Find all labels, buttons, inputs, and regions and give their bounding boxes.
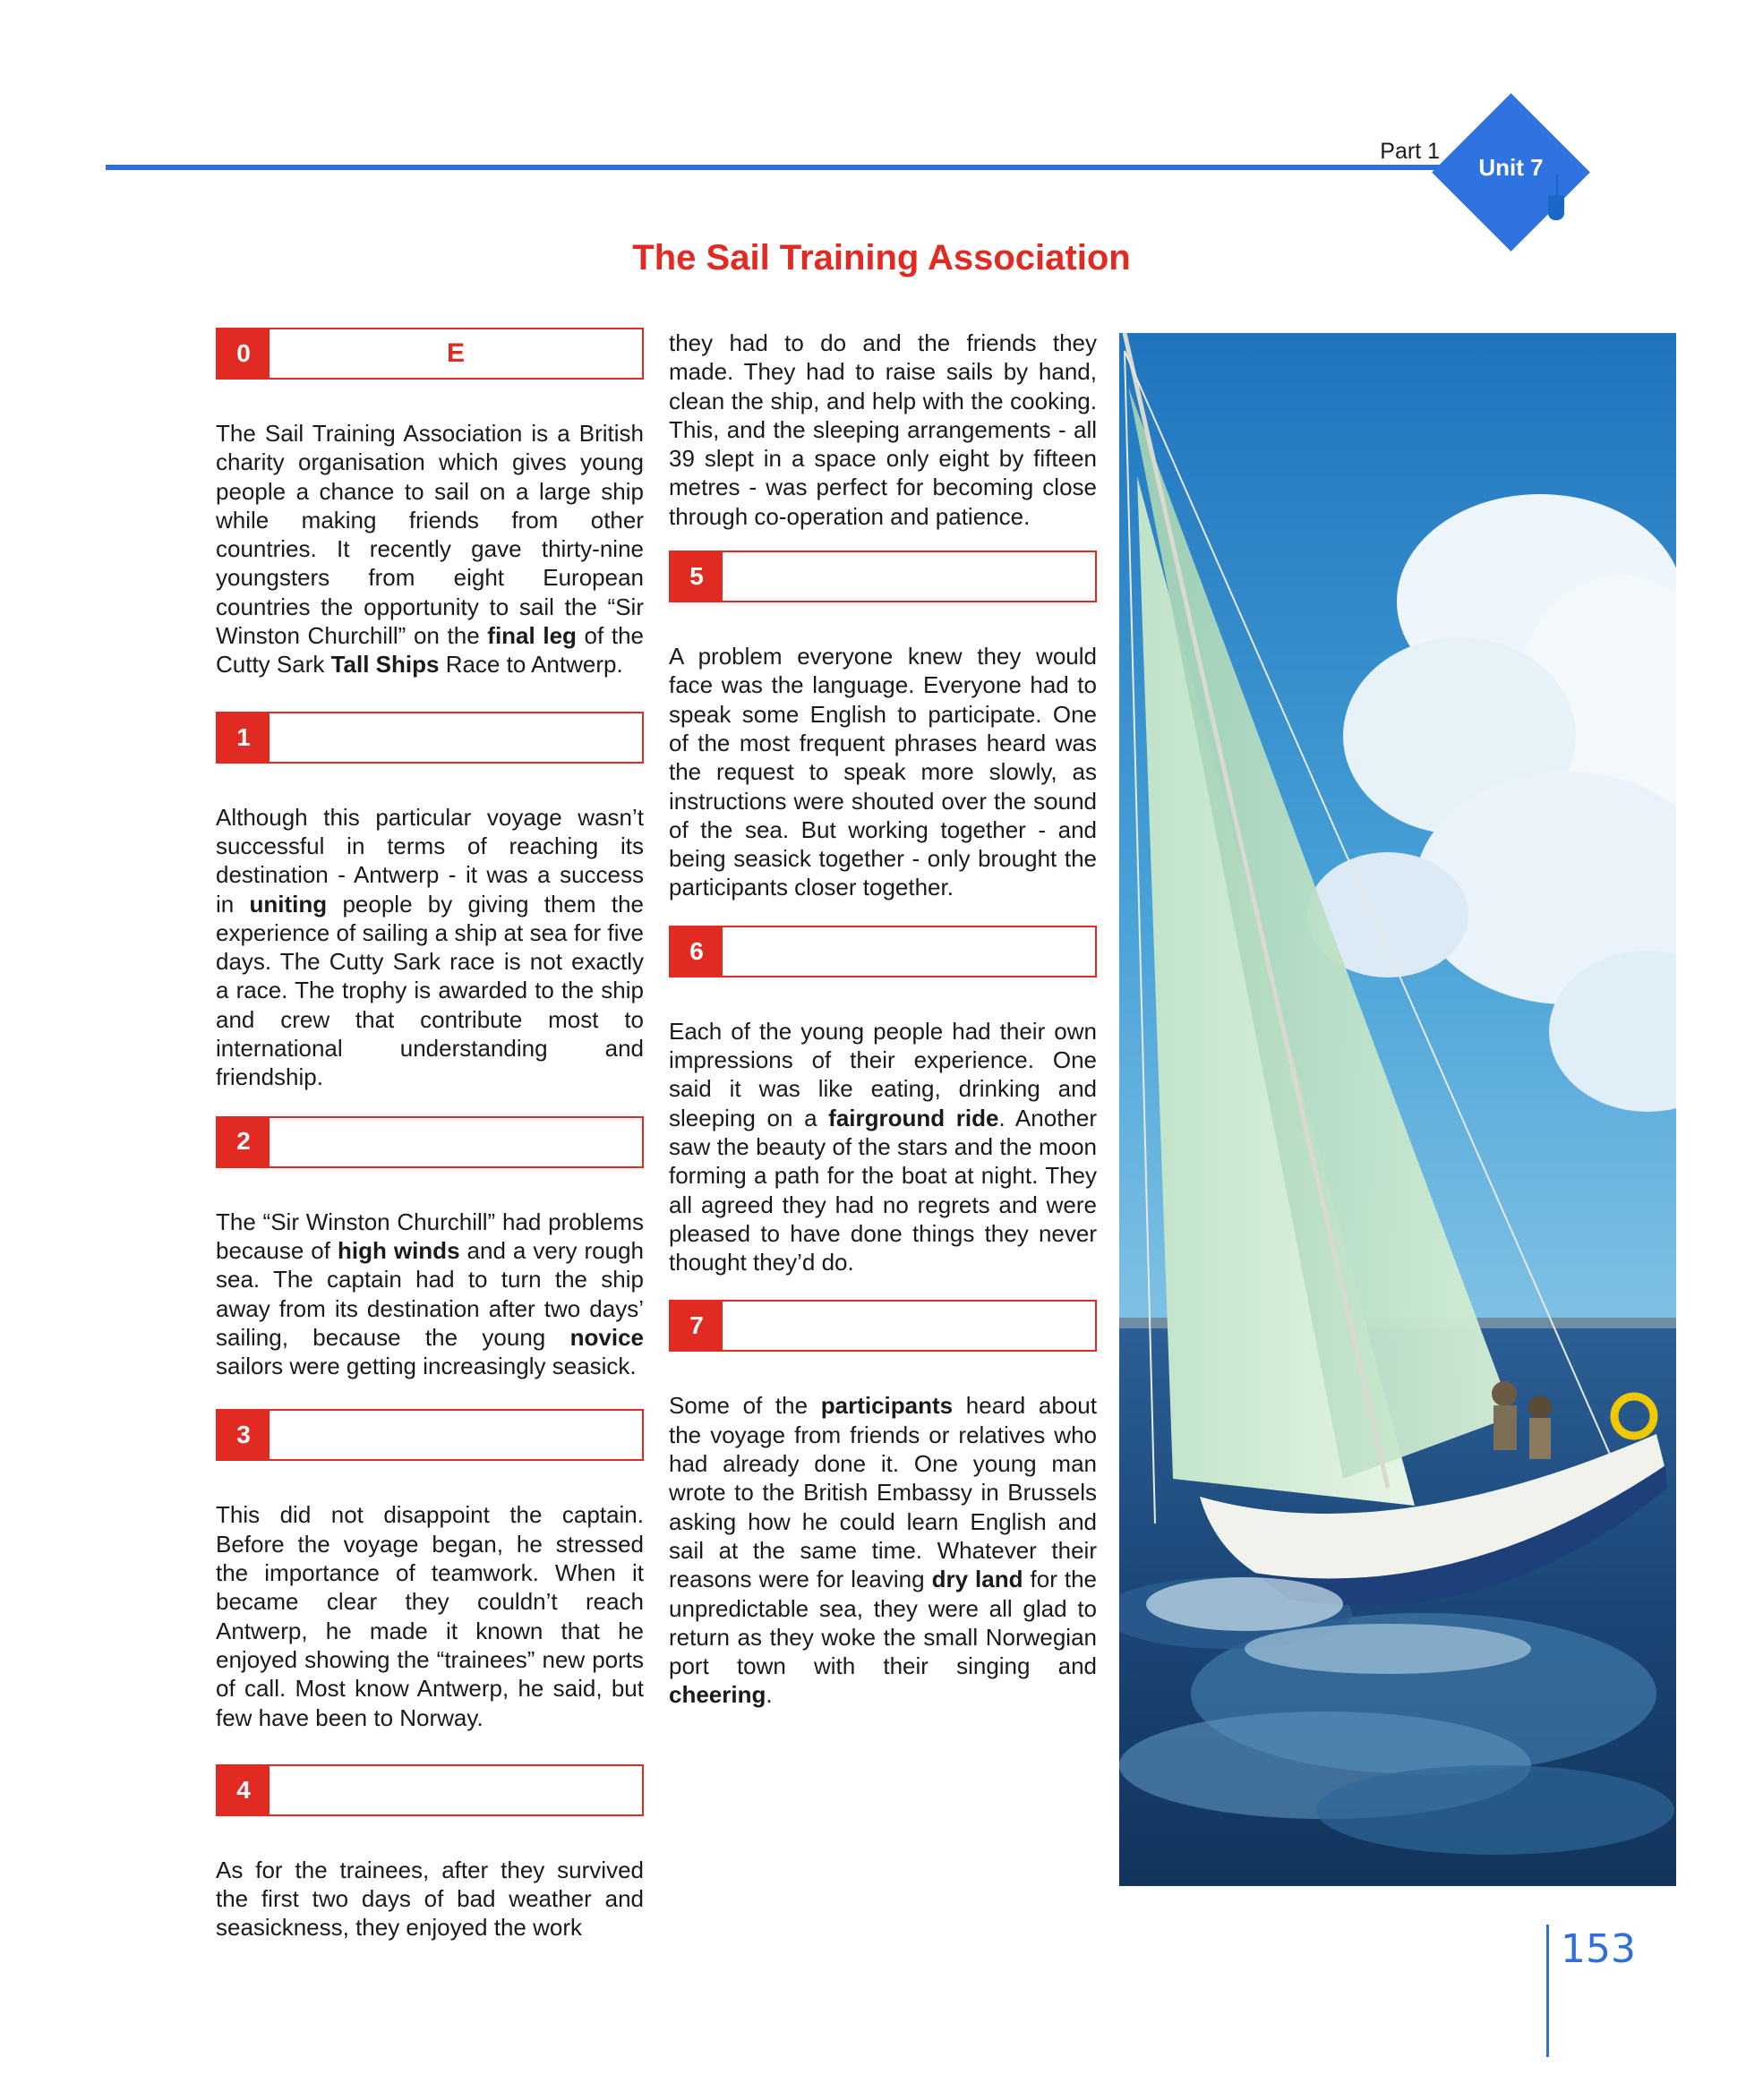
section-4-continuation <box>669 329 1097 531</box>
section-3-heading-box <box>216 1409 644 1461</box>
text-run: The Sail Training Association is a British charity organisation which gives young people a chance to sail on a large ship while making friends from other countries. It recently gave thirty-nine youngsters from eight European countries the opportunity to sail the “Sir Winston Churchill” on the <box>216 420 644 650</box>
section-1-paragraph <box>216 803 644 1092</box>
section-4-heading-box <box>216 1764 644 1816</box>
text-run: A problem everyone knew they would face was the language. Everyone had to speak some English to participate. One of the most frequent phrases heard was the request to speak more slowly, as instructions were shouted over the sound of the sea. But working together - and being seasick together - only brought the participants closer together. <box>669 643 1097 901</box>
section-0-number: 0 <box>218 329 270 378</box>
section-4-paragraph <box>216 1856 644 1942</box>
section-5-heading-box <box>669 551 1097 602</box>
section-3-number: 3 <box>218 1411 270 1459</box>
section-4-answer <box>270 1766 642 1814</box>
bold-term: dry land <box>931 1566 1023 1593</box>
section-5-paragraph <box>669 642 1097 902</box>
section-7-heading-box <box>669 1300 1097 1352</box>
text-run: people by giving them the experience of sailing a ship at sea for five days. The Cutty Sark race is not exactly a race. The trophy is awarded to the ship and crew that contribute most to international understanding and friendship. <box>216 890 644 1091</box>
section-3-paragraph <box>216 1500 644 1731</box>
text-run: Race to Antwerp. <box>439 651 623 679</box>
text-run: . Another saw the beauty of the stars and the moon forming a path for the boat at night. They all agreed they had no regrets and were pleased to have done things they never thought they’d do. <box>669 1104 1097 1276</box>
text-column-middle <box>669 329 1097 1710</box>
bold-term: cheering <box>669 1681 766 1709</box>
section-5-number: 5 <box>671 552 723 601</box>
section-6-paragraph <box>669 1017 1097 1277</box>
section-4-number: 4 <box>218 1766 270 1814</box>
section-0-answer: E <box>446 337 465 368</box>
page-number: 153 <box>1561 1926 1636 1972</box>
unit-label: Unit 7 <box>1478 154 1544 181</box>
text-run: Although this particular voyage wasn’t successful in terms of reaching its destination - Antwerp - it was a success in <box>216 803 644 918</box>
text-run: As for the trainees, after they survived the first two days of bad weather and seasickness, they enjoyed the work <box>216 1856 644 1942</box>
section-1-heading-box <box>216 712 644 764</box>
page-number-rule <box>1546 1925 1549 2057</box>
section-5-answer <box>723 552 1095 601</box>
text-run: they had to do and the friends they made. They had to raise sails by hand, clean the ship, and help with the cooking. This, and the sleeping arrangements - all 39 slept in a space only eight by fifteen metres - was perfect for becoming close through co-operation and patience. <box>669 329 1097 530</box>
text-run: heard about the voyage from friends or relatives who had already done it. One young man wrote to the British Embassy in Brussels asking how he could learn English and sail at the same time. Whatever their reasons were for leaving <box>669 1392 1097 1593</box>
bold-term: novice <box>569 1323 644 1351</box>
section-2-number: 2 <box>218 1118 270 1166</box>
sailboat-photo <box>1119 333 1676 1886</box>
section-3-answer <box>270 1411 642 1459</box>
bold-term: uniting <box>249 890 328 918</box>
section-0-paragraph <box>216 419 644 679</box>
section-1-answer <box>270 713 642 762</box>
section-0-heading-box <box>216 328 644 380</box>
section-7-answer <box>723 1302 1095 1350</box>
section-1-number: 1 <box>218 713 270 762</box>
text-run: This did not disappoint the captain. Before the voyage began, he stressed the importance of teamwork. When it became clear they couldn’t reach Antwerp, he made it known that he enjoyed showing the “trainees” new ports of call. Most know Antwerp, he said, but few have been to Norway. <box>216 1501 644 1731</box>
text-run: and a very rough sea. The captain had to turn the ship away from its destination after two days’ sailing, because the young <box>216 1236 644 1351</box>
section-2-heading-box <box>216 1116 644 1168</box>
section-6-number: 6 <box>671 927 723 976</box>
section-7-number: 7 <box>671 1302 723 1350</box>
bold-term: final leg <box>487 622 577 650</box>
text-column-left <box>216 328 644 1942</box>
bold-term: Tall Ships <box>330 651 440 679</box>
section-6-answer <box>723 927 1095 976</box>
text-run: Each of the young people had their own impressions of their experience. One said it was like eating, drinking and sleeping on a <box>669 1017 1097 1131</box>
bold-term: fairground ride <box>828 1104 999 1131</box>
text-run: . <box>766 1681 773 1709</box>
bold-term: high winds <box>337 1236 460 1264</box>
tassel-icon <box>1548 195 1564 220</box>
section-2-answer <box>270 1118 642 1166</box>
text-run: of the Cutty Sark <box>216 622 644 679</box>
text-run: The “Sir Winston Churchill” had problems because of <box>216 1208 644 1264</box>
text-run: for the unpredictable sea, they were all glad to return as they woke the small Norwegian port town with their singing and <box>669 1566 1098 1680</box>
text-run: sailors were getting increasingly seasick. <box>216 1353 637 1380</box>
page-title: The Sail Training Association <box>632 238 1131 277</box>
part-label: Part 1 <box>1380 139 1440 164</box>
bold-term: participants <box>820 1392 954 1420</box>
section-7-paragraph <box>669 1391 1097 1709</box>
header-rule <box>106 165 1449 170</box>
section-2-paragraph <box>216 1208 644 1381</box>
section-6-heading-box <box>669 926 1097 977</box>
text-run: Some of the <box>669 1392 821 1420</box>
